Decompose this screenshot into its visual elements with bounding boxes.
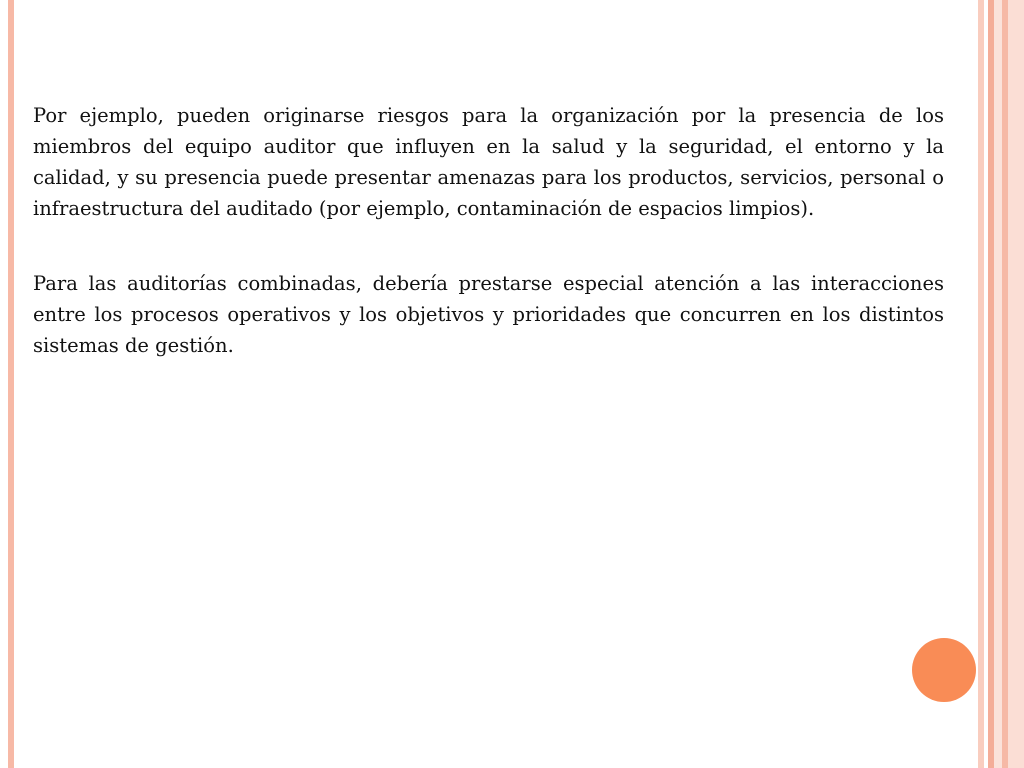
decorative-stripe xyxy=(1008,0,1024,768)
left-frame-border xyxy=(8,0,14,768)
decorative-stripe xyxy=(994,0,1002,768)
decorative-circle xyxy=(912,638,976,702)
paragraph-1: Por ejemplo, pueden originarse riesgos para la organización por la presencia de los miembros del equipo auditor que influyen en la salud y la seguridad, el entorno y la calidad, y su presencia puede presentar amenazas para los productos, servicios, personal o infraestructura del auditado (por ejemplo, contaminación de espacios limpios). xyxy=(33,104,944,220)
paragraph-2: Para las auditorías combinadas, debería prestarse especial atención a las interacciones entre los procesos operativos y los objetivos y prioridades que concurren en los distintos sistemas de gestión. xyxy=(33,272,944,357)
slide-body xyxy=(33,100,944,361)
